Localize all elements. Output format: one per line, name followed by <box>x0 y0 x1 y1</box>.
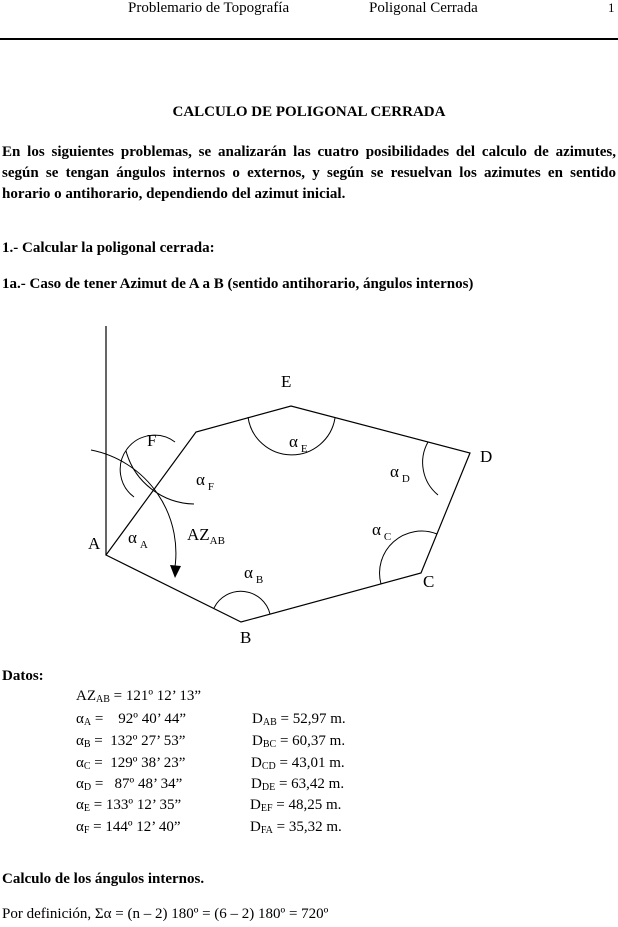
azimuth-ab-label: $AZ_{AB}$ <box>187 525 225 547</box>
header-middle: Poligonal Cerrada <box>369 0 478 16</box>
alpha-c-label: α $_C$ <box>372 520 392 543</box>
angle-row: $\alpha_D$ = 87º 48’ 34” <box>76 776 183 793</box>
definition-line: Por definición, Σα = (n – 2) 180º = (6 – 2) 180º = 720º <box>2 906 329 922</box>
distance-row: $D_{BC} = 60,37$ m. <box>252 733 346 750</box>
azimuth-ab-value: $AZ_{AB}$ = 121º 12’ 13” <box>76 688 202 705</box>
case-heading: 1a.- Caso de tener Azimut de A a B (sentido antihorario, ángulos internos) <box>2 276 474 292</box>
azimuth-arrowhead <box>170 565 181 578</box>
distance-row: $D_{CD} = 43,01$ m. <box>251 755 345 772</box>
distance-row: $D_{FA} = 35,32$ m. <box>250 819 342 836</box>
page-number: 1 <box>608 0 615 15</box>
polygon-outline <box>106 406 470 622</box>
distance-row: $D_{DE} = 63,42$ m. <box>251 776 345 793</box>
distance-row: $D_{AB} = 52,97$ m. <box>252 711 346 728</box>
vertex-label-a: A <box>88 534 101 553</box>
vertex-label-c: C <box>423 572 435 591</box>
page-title: CALCULO DE POLIGONAL CERRADA <box>172 104 446 120</box>
angle-row: $\alpha_E$ = 133º 12’ 35” <box>76 797 182 814</box>
vertex-label-b: B <box>240 628 252 647</box>
calc-heading: Calculo de los ángulos internos. <box>2 871 205 887</box>
vertex-label-f: F <box>147 431 157 450</box>
angle-arc-b <box>214 591 270 614</box>
angle-row: $\alpha_C$ = 129º 38’ 23” <box>76 755 186 772</box>
alpha-b-label: α $_B$ <box>244 563 264 586</box>
intro-paragraph: En los siguientes problemas, se analizarán las cuatro posibilidades del calculo de azimutes, según se tengan ángulos internos o externos, y según se resuelvan los azimutes en sentido horario o antihorario, dependiendo del azimut inicial. <box>2 144 616 202</box>
alpha-f-label: α $_F$ <box>196 470 215 493</box>
angle-arc-d <box>423 442 438 495</box>
vertex-label-e: E <box>281 372 292 391</box>
alpha-d-label: α $_D$ <box>390 462 410 485</box>
angle-row: $\alpha_A$ = 92º 40’ 44” <box>76 711 186 728</box>
problem-heading: 1.- Calcular la poligonal cerrada: <box>2 240 215 256</box>
alpha-a-label: α $_A$ <box>128 528 148 551</box>
angle-arc-f <box>126 451 194 504</box>
angle-row: $\alpha_B$ = 132º 27’ 53” <box>76 733 186 750</box>
header-left: Problemario de Topografía <box>128 0 290 16</box>
distance-row: $D_{EF} = 48,25$ m. <box>250 797 342 814</box>
alpha-e-label: α $_E$ <box>289 432 308 455</box>
datos-heading: Datos: <box>2 668 44 684</box>
vertex-label-d: D <box>480 447 493 466</box>
angle-row: $\alpha_F$ = 144º 12’ 40” <box>76 819 181 836</box>
